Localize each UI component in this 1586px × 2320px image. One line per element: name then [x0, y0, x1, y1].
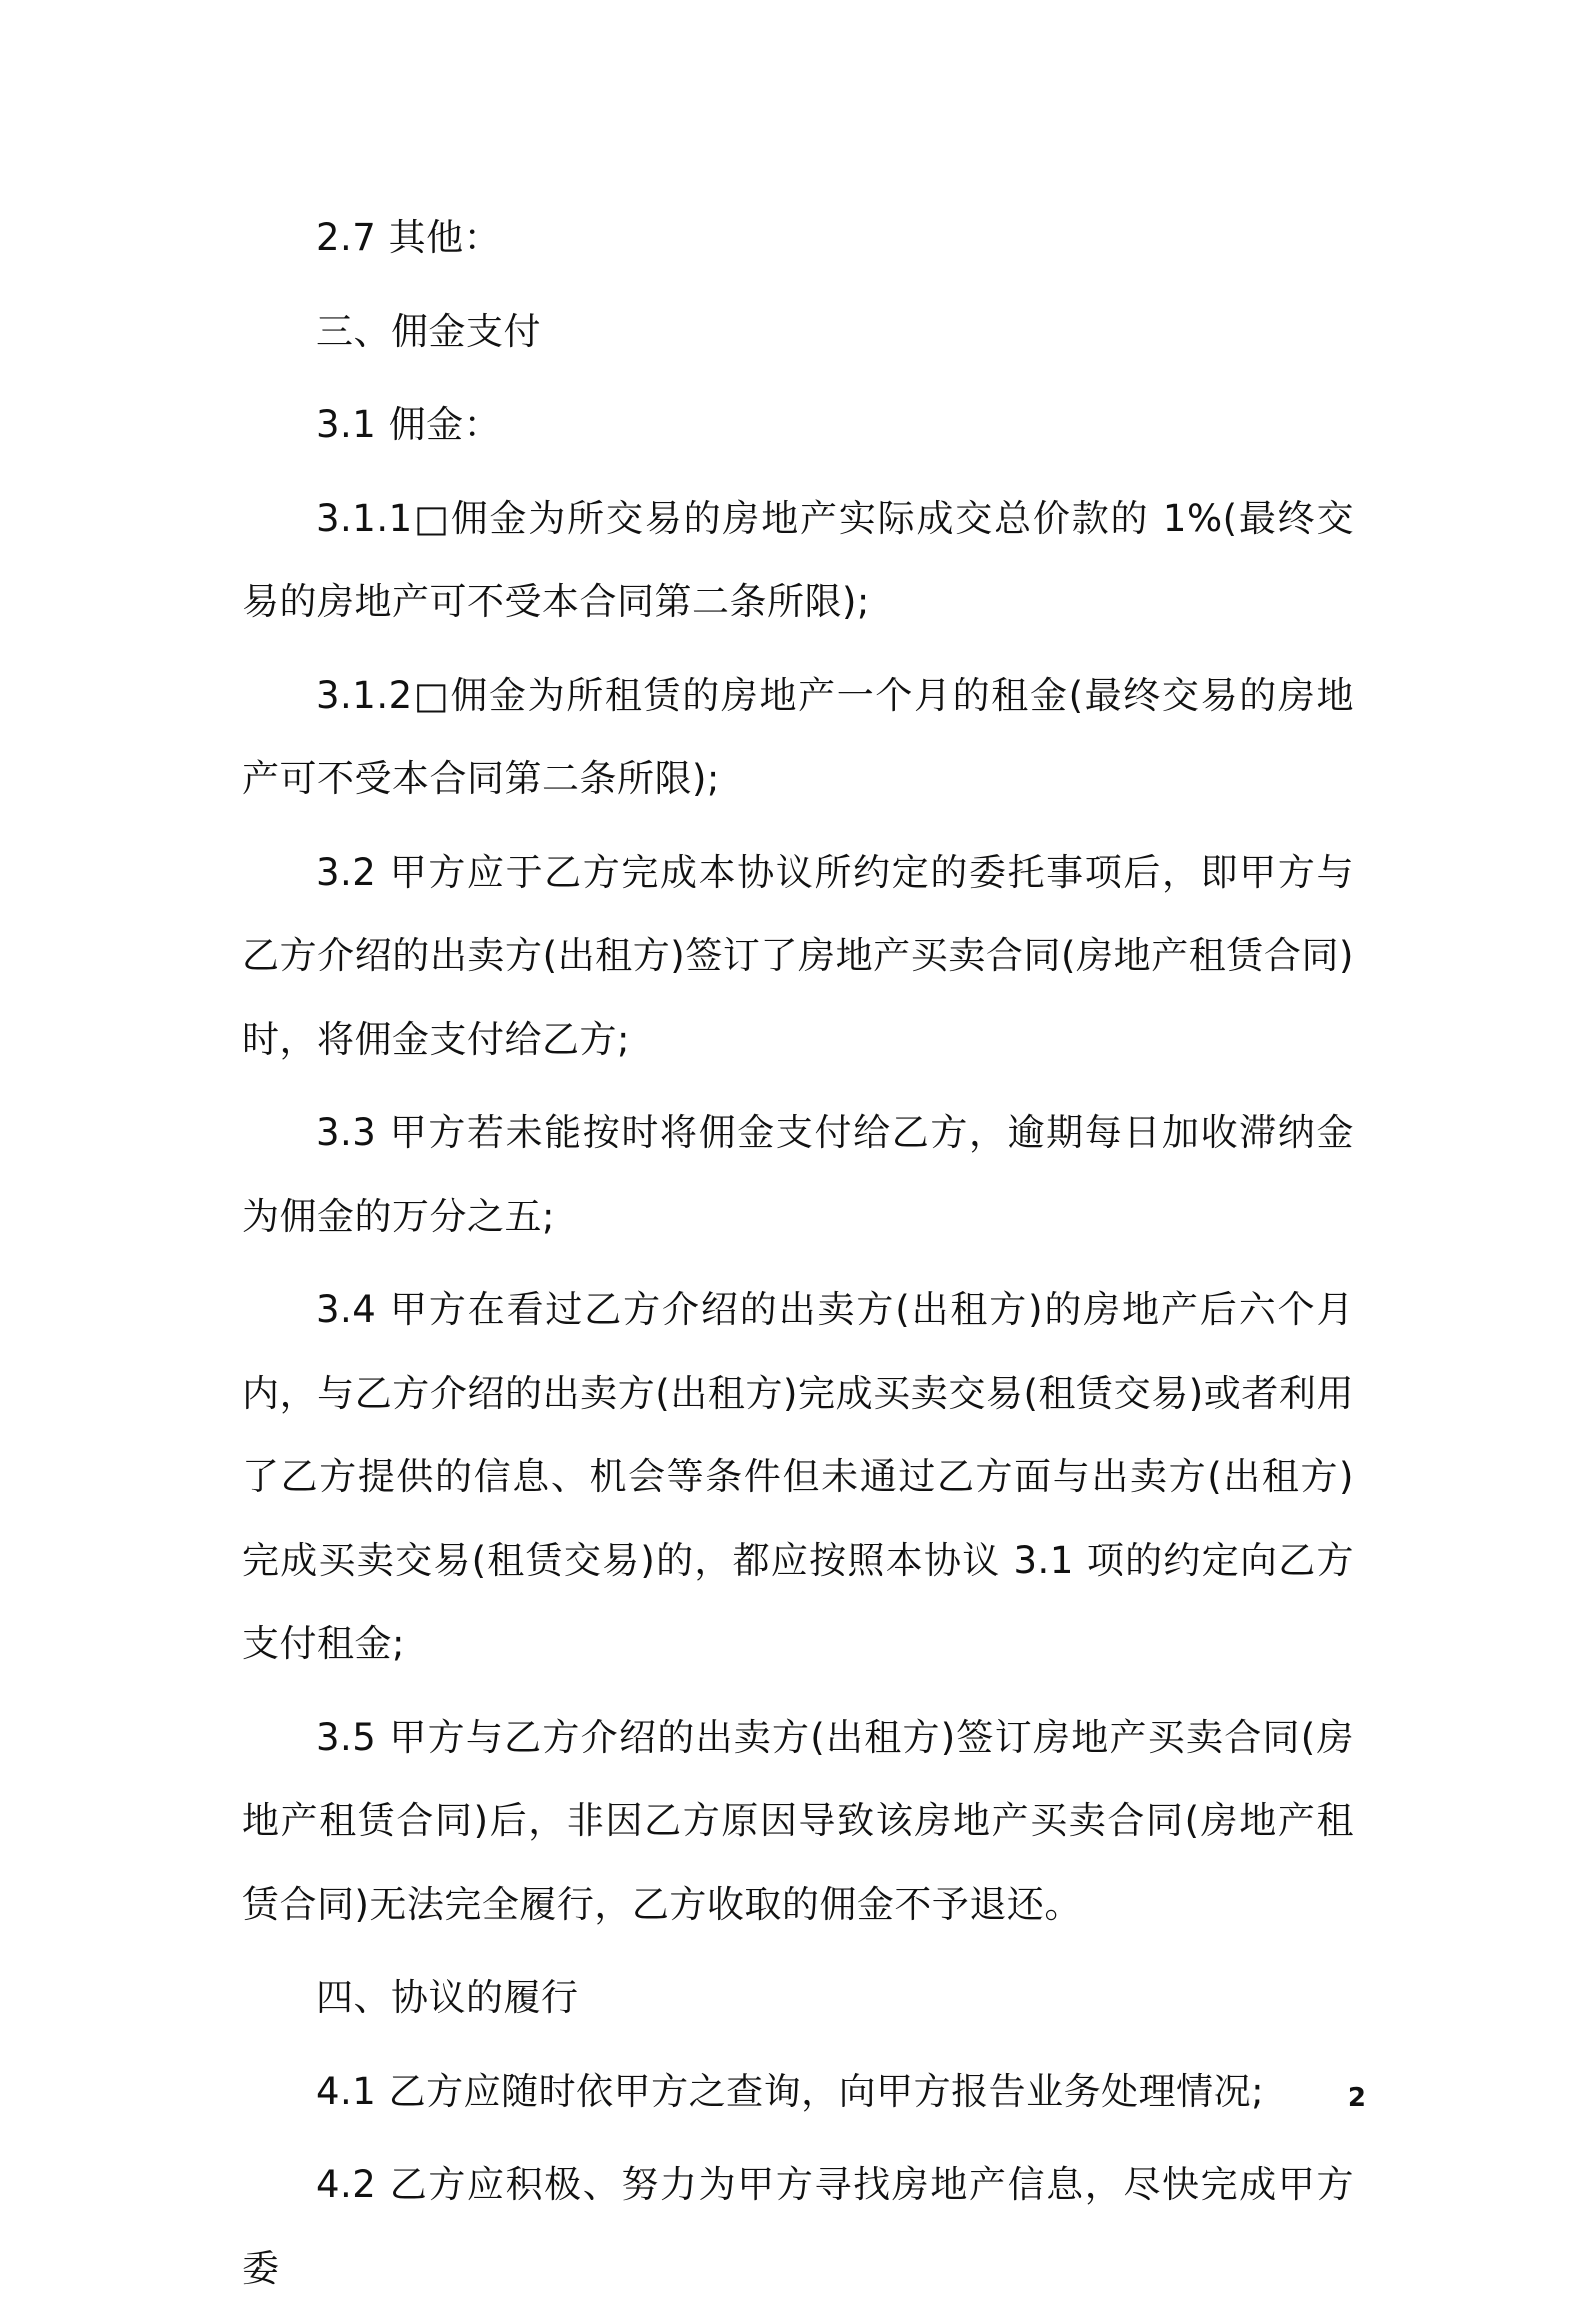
- paragraph-3-5: 3.5 甲方与乙方介绍的出卖方(出租方)签订房地产买卖合同(房地产租赁合同)后，非因乙方原因导致该房地产买卖合同(房地产租赁合同)无法完全履行，乙方收取的佣金不予退还。: [242, 1715, 1354, 1926]
- paragraph-3-1-2: 3.1.2□佣金为所租赁的房地产一个月的租金(最终交易的房地产可不受本合同第二条所限);: [242, 673, 1354, 800]
- paragraph-3-1-commission: 3.1 佣金：: [316, 403, 502, 446]
- paragraph-4-2: 4.2 乙方应积极、努力为甲方寻找房地产信息，尽快完成甲方委: [242, 2163, 1354, 2290]
- paragraph-3-2: 3.2 甲方应于乙方完成本协议所约定的委托事项后，即甲方与乙方介绍的出卖方(出租方)签订了房地产买卖合同(房地产租赁合同)时，将佣金支付给乙方;: [242, 850, 1354, 1061]
- heading-section-4-agreement-performance: 四、协议的履行: [316, 1976, 579, 2019]
- paragraph-3-4: 3.4 甲方在看过乙方介绍的出卖方(出租方)的房地产后六个月内，与乙方介绍的出卖方(出租方)完成买卖交易(租赁交易)或者利用了乙方提供的信息、机会等条件但未通过乙方面与出卖方(出租方)完成买卖交易(租赁交易)的，都应按照本协议 3.1 项的约定向乙方支付租金;: [242, 1288, 1354, 1665]
- paragraph-3-3: 3.3 甲方若未能按时将佣金支付给乙方，逾期每日加收滞纳金为佣金的万分之五;: [242, 1111, 1354, 1238]
- page-number: 2: [1347, 2083, 1366, 2113]
- paragraph-2-7-other: 2.7 其他：: [316, 216, 502, 259]
- document-body: [242, 196, 1354, 2320]
- heading-section-3-commission-payment: 三、佣金支付: [316, 309, 541, 353]
- paragraph-3-1-1: 3.1.1□佣金为所交易的房地产实际成交总价款的 1%(最终交易的房地产可不受本合同第二条所限);: [242, 496, 1354, 623]
- paragraph-4-1: 4.1 乙方应随时依甲方之查询，向甲方报告业务处理情况;: [316, 2069, 1265, 2113]
